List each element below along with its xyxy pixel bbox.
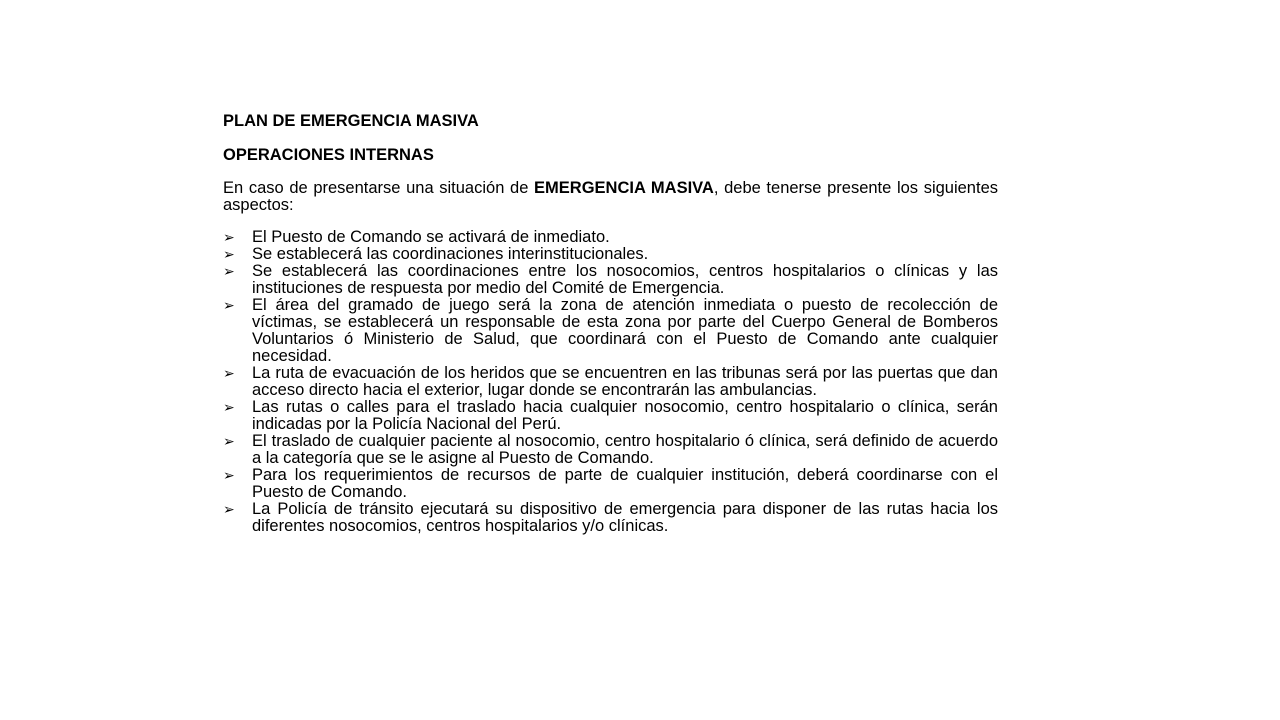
arrow-bullet-icon: ➢ <box>223 246 235 262</box>
document-title: PLAN DE EMERGENCIA MASIVA <box>223 112 479 130</box>
aspects-list <box>223 229 998 535</box>
list-item <box>223 501 998 535</box>
list-item-text: Las rutas o calles para el traslado hacia cualquier nosocomio, centro hospitalario o clínica, serán indicadas por la Policía Nacional del Perú. <box>252 398 998 433</box>
list-item <box>223 229 998 246</box>
list-item-text: Para los requerimientos de recursos de parte de cualquier institución, deberá coordinarse con el Puesto de Comando. <box>252 466 998 501</box>
arrow-bullet-icon: ➢ <box>223 297 235 313</box>
list-item-text: La ruta de evacuación de los heridos que se encuentren en las tribunas será por las puertas que dan acceso directo hacia el exterior, lugar donde se encontrarán las ambulancias. <box>252 364 998 399</box>
list-item-text: El traslado de cualquier paciente al nosocomio, centro hospitalario ó clínica, será definido de acuerdo a la categoría que se le asigne al Puesto de Comando. <box>252 432 998 467</box>
arrow-bullet-icon: ➢ <box>223 365 235 381</box>
list-item <box>223 246 998 263</box>
list-item <box>223 263 998 297</box>
intro-paragraph <box>223 180 998 214</box>
list-item <box>223 399 998 433</box>
arrow-bullet-icon: ➢ <box>223 263 235 279</box>
document-content <box>223 112 998 535</box>
arrow-bullet-icon: ➢ <box>223 229 235 245</box>
list-item <box>223 467 998 501</box>
intro-emphasis: EMERGENCIA MASIVA <box>534 179 714 197</box>
list-item-text: El área del gramado de juego será la zona de atención inmediata o puesto de recolección de víctimas, se establecerá un responsable de esta zona por parte del Cuerpo General de Bomberos Voluntarios ó Ministerio de Salud, que coordinará con el Puesto de Comando ante cualquier necesidad. <box>252 296 998 365</box>
list-item <box>223 365 998 399</box>
section-heading: OPERACIONES INTERNAS <box>223 146 434 164</box>
arrow-bullet-icon: ➢ <box>223 467 235 483</box>
list-item <box>223 433 998 467</box>
list-item <box>223 297 998 365</box>
arrow-bullet-icon: ➢ <box>223 399 235 415</box>
list-item-text: El Puesto de Comando se activará de inmediato. <box>252 228 610 246</box>
arrow-bullet-icon: ➢ <box>223 433 235 449</box>
arrow-bullet-icon: ➢ <box>223 501 235 517</box>
list-item-text: Se establecerá las coordinaciones entre los nosocomios, centros hospitalarios o clínicas y las instituciones de respuesta por medio del Comité de Emergencia. <box>252 262 998 297</box>
list-item-text: Se establecerá las coordinaciones interinstitucionales. <box>252 245 649 263</box>
list-item-text: La Policía de tránsito ejecutará su dispositivo de emergencia para disponer de las rutas hacia los diferentes nosocomios, centros hospitalarios y/o clínicas. <box>252 500 998 535</box>
intro-text-end: , debe tenerse presente los siguientes aspectos: <box>223 179 998 214</box>
intro-text-start: En caso de presentarse una situación de <box>223 179 535 197</box>
